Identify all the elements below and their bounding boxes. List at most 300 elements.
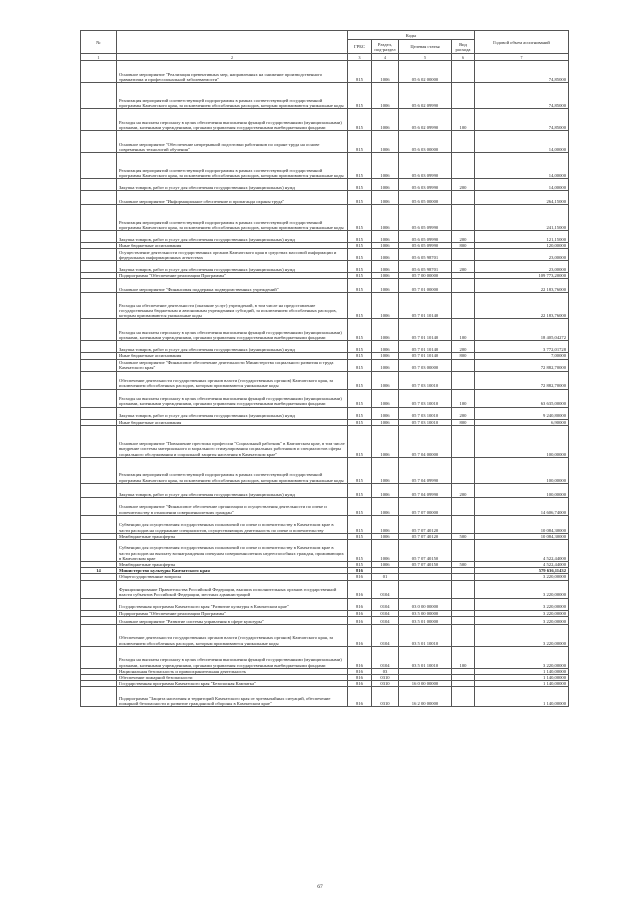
table-row [81,191,569,205]
row-grbs: 815 [348,109,372,131]
row-number [81,483,117,497]
row-razdel: 1006 [372,515,399,533]
row-sum: 121,15000 [475,231,569,243]
row-sum: 9 240,80000 [475,407,569,419]
row-sum: 18 405,04272 [475,319,569,341]
row-grbs: 815 [348,249,372,261]
header-razdel: Раздел, под-раздел [372,40,399,54]
row-grbs: 815 [348,261,372,273]
row-cs: 05 6 05 98701 [399,249,452,261]
row-number [81,616,117,624]
row-sum: 3 220,00000 [475,624,569,646]
row-sum: 3 772,01728 [475,341,569,353]
row-razdel: 0310 [372,687,399,707]
row-sum: 4 522,44000 [475,562,569,568]
row-vr [452,580,475,598]
colnum: 7 [475,54,569,61]
row-grbs: 815 [348,407,372,419]
table-row [81,261,569,273]
row-sum: 14,00000 [475,131,569,153]
row-sum: 22 183,76000 [475,293,569,319]
row-number [81,598,117,610]
row-number [81,580,117,598]
row-grbs: 816 [348,580,372,598]
row-razdel: 1006 [372,353,399,359]
row-sum: 1 140,00000 [475,675,569,681]
row-razdel: 1006 [372,249,399,261]
table-row [81,483,569,497]
row-grbs: 815 [348,205,372,231]
row-description: Закупка товаров, работ и услуг для обеспечения государственных (муниципальных) нужд [117,483,348,497]
row-cs: 05 7 01 10140 [399,353,452,359]
row-grbs: 815 [348,243,372,249]
row-razdel: 1006 [372,319,399,341]
row-cs: 05 7 07 40120 [399,533,452,539]
row-description: Подпрограмма "Обеспечение реализации Программы" [117,273,348,279]
row-grbs: 815 [348,353,372,359]
row-vr: 200 [452,261,475,273]
table-row [81,389,569,407]
row-number [81,425,117,457]
row-vr: 200 [452,341,475,353]
row-sum: 3 220,00000 [475,598,569,610]
row-razdel: 1006 [372,131,399,153]
row-description: Основное мероприятие "Повышение престижа профессии "Социальный работник" в Камчатском крае, в том числе внедрение системы материального и морального стимулирования социальных работников и специалистов сферы социального обслуживания и социальной защиты населения в Камчатском крае" [117,425,348,457]
row-cs: 05 7 01 10140 [399,293,452,319]
row-razdel: 1006 [372,533,399,539]
row-sum: 23,00000 [475,249,569,261]
row-number [81,371,117,389]
row-grbs: 815 [348,533,372,539]
row-razdel: 1006 [372,359,399,371]
row-vr: 200 [452,179,475,191]
row-grbs: 816 [348,624,372,646]
row-description: Межбюджетные трансферты [117,562,348,568]
row-sum: 3 220,00000 [475,610,569,616]
row-cs: 05 7 07 00000 [399,497,452,515]
table-row [81,359,569,371]
table-row [81,407,569,419]
row-vr [452,131,475,153]
row-grbs: 816 [348,616,372,624]
row-description: Закупка товаров, работ и услуг для обеспечения государственных (муниципальных) нужд [117,407,348,419]
table-row [81,131,569,153]
row-razdel: 1006 [372,425,399,457]
row-grbs: 815 [348,191,372,205]
row-number [81,261,117,273]
row-cs: 05 7 01 10140 [399,341,452,353]
header-vr: Вид расхода [452,40,475,54]
row-vr [452,624,475,646]
table-row [81,231,569,243]
row-grbs: 816 [348,675,372,681]
row-description: Подпрограмма "Обеспечение реализации Программы" [117,610,348,616]
row-sum: 1 140,00000 [475,687,569,707]
header-blank [117,31,348,54]
row-razdel: 1006 [372,243,399,249]
row-description: Расходы на выплаты персоналу в целях обеспечения выполнения функций государственными (муниципальными) органами, казенными учреждениями, органами управления государственными внебюджетными фондами [117,646,348,668]
row-vr: 200 [452,407,475,419]
header-codes: Коды [348,31,475,40]
row-sum: 10 084,30000 [475,515,569,533]
row-number [81,231,117,243]
row-vr: 100 [452,389,475,407]
row-cs: 05 6 02 09990 [399,109,452,131]
row-number [81,61,117,83]
row-grbs: 816 [348,681,372,687]
row-grbs: 815 [348,497,372,515]
row-description: Общегосударственные вопросы [117,574,348,580]
row-cs: 05 7 00 00000 [399,273,452,279]
colnum: 2 [117,54,348,61]
row-vr [452,497,475,515]
row-grbs: 815 [348,483,372,497]
row-vr: 100 [452,109,475,131]
table-row [81,624,569,646]
row-grbs: 816 [348,610,372,616]
row-cs: 05 6 05 09990 [399,243,452,249]
row-razdel: 1006 [372,562,399,568]
row-razdel: 0104 [372,624,399,646]
row-grbs: 815 [348,231,372,243]
row-razdel: 0310 [372,681,399,687]
row-description: Основное мероприятие "Финансовая поддержка подведомственных учреждений" [117,279,348,293]
row-razdel: 1006 [372,389,399,407]
row-number [81,279,117,293]
row-razdel: 1006 [372,371,399,389]
row-description: Закупка товаров, работ и услуг для обеспечения государственных (муниципальных) нужд [117,179,348,191]
row-cs: 05 7 07 40120 [399,515,452,533]
table-row [81,515,569,533]
row-description: Основное мероприятие "Развитие системы управления в сфере культуры" [117,616,348,624]
row-vr [452,359,475,371]
row-description: Субвенции для осуществления государственных полномочий по опеке и попечительству в Камчатском крае в части расходов на выплату вознаграждения опекунам совершеннолетних недееспособных граждан, проживающих в Камчатском крае [117,540,348,562]
row-razdel: 1006 [372,191,399,205]
table-row [81,540,569,562]
row-sum: 74,85000 [475,61,569,83]
table-row [81,341,569,353]
row-razdel: 0104 [372,610,399,616]
row-razdel: 1006 [372,231,399,243]
row-vr [452,425,475,457]
row-grbs: 815 [348,273,372,279]
row-sum: 3 220,00000 [475,574,569,580]
row-grbs: 815 [348,153,372,179]
table-row [81,319,569,341]
row-cs: 05 6 05 09990 [399,205,452,231]
row-cs: 05 7 01 10140 [399,319,452,341]
row-cs: 05 7 01 00000 [399,279,452,293]
row-grbs: 815 [348,371,372,389]
row-number [81,109,117,131]
row-description: Реализация мероприятий соответствующей подпрограммы в рамках соответствующей государственной программы Камчатского края, за исключением обособленных расходов, которым присваиваются уникальные коды [117,153,348,179]
row-description: Основное мероприятие "Информационное обеспечение и пропаганда охраны труда" [117,191,348,205]
row-number [81,83,117,109]
row-sum: 100,00000 [475,457,569,483]
row-razdel: 0104 [372,616,399,624]
row-grbs: 815 [348,179,372,191]
row-grbs: 815 [348,515,372,533]
row-number [81,359,117,371]
row-sum: 3 220,00000 [475,580,569,598]
row-description: Закупка товаров, работ и услуг для обеспечения государственных (муниципальных) нужд [117,231,348,243]
row-sum: 63 635,00000 [475,389,569,407]
row-razdel: 1006 [372,279,399,293]
row-sum: 1 140,00000 [475,681,569,687]
row-vr [452,205,475,231]
row-vr: 800 [452,243,475,249]
row-description: Осуществление деятельности государственных органов Камчатского края в средствах массовой информации и федеральных информационных агентствах [117,249,348,261]
row-description: Функционирование Правительства Российской Федерации, высших исполнительных органов государственной власти субъектов Российской Федерации, местных администраций [117,580,348,598]
colnum: 6 [452,54,475,61]
row-razdel: 1006 [372,109,399,131]
row-razdel: 01 [372,574,399,580]
row-sum: 22 183,76000 [475,279,569,293]
row-description: Расходы на выплаты персоналу в целях обеспечения выполнения функций государственными (муниципальными) органами, казенными учреждениями, органами управления государственными внебюджетными фондами [117,109,348,131]
row-grbs: 815 [348,389,372,407]
table-row [81,179,569,191]
row-number: 14 [81,568,117,574]
row-cs: 05 6 03 09990 [399,153,452,179]
row-grbs: 815 [348,457,372,483]
row-number [81,687,117,707]
row-cs: 05 7 04 09990 [399,483,452,497]
row-razdel: 03 [372,668,399,674]
row-grbs: 816 [348,646,372,668]
row-razdel: 1006 [372,497,399,515]
row-grbs: 815 [348,61,372,83]
row-vr [452,249,475,261]
row-cs: 03 5 01 10010 [399,624,452,646]
row-number [81,179,117,191]
row-vr [452,371,475,389]
row-description: Министерство культуры Камчатского края [117,568,348,574]
row-cs [399,580,452,598]
row-vr [452,598,475,610]
row-vr [452,687,475,707]
table-row [81,425,569,457]
row-cs: 05 7 03 10010 [399,407,452,419]
row-sum: 72 882,70000 [475,359,569,371]
row-grbs: 815 [348,419,372,425]
row-description: Основное мероприятие "Реализация превентивных мер, направленных на снижение производственного травматизма и профессиональной заболеваемости" [117,61,348,83]
row-number [81,293,117,319]
table-row [81,205,569,231]
row-description: Закупка товаров, работ и услуг для обеспечения государственных (муниципальных) нужд [117,341,348,353]
row-cs: 03 5 00 00000 [399,610,452,616]
row-number [81,249,117,261]
colnum: 4 [372,54,399,61]
table-row [81,61,569,83]
table-row [81,279,569,293]
table-row [81,153,569,179]
row-razdel: 1006 [372,457,399,483]
colnum: 5 [399,54,452,61]
row-number [81,153,117,179]
row-description: Основное мероприятие "Финансовое обеспечение организации и осуществления деятельности по опеке и попечительству в отношении совершеннолетних граждан" [117,497,348,515]
row-cs: 03 0 00 00000 [399,598,452,610]
table-row [81,83,569,109]
row-razdel: 1006 [372,273,399,279]
row-vr: 100 [452,646,475,668]
header-grbs: ГРБС [348,40,372,54]
row-cs: 05 7 07 40150 [399,562,452,568]
row-cs: 05 6 02 09990 [399,83,452,109]
row-cs: 03 5 01 10010 [399,646,452,668]
row-description: Обеспечение деятельности государственных органов власти (государственных органов) Камчатского края, за исключением обособленных расходов, которым присваиваются уникальные коды [117,624,348,646]
row-cs: 16 0 00 00000 [399,681,452,687]
row-grbs: 815 [348,319,372,341]
row-description: Государственная программа Камчатского края "Развитие культуры в Камчатском крае" [117,598,348,610]
row-grbs: 816 [348,598,372,610]
table-row [81,646,569,668]
row-description: Реализация мероприятий соответствующей подпрограммы в рамках соответствующей государственной программы Камчатского края, за исключением обособленных расходов, которым присваиваются уникальные коды [117,205,348,231]
row-sum: 100,00000 [475,483,569,497]
row-number [81,191,117,205]
row-number [81,389,117,407]
row-number [81,540,117,562]
row-description: Расходы на выплаты персоналу в целях обеспечения выполнения функций государственными (муниципальными) органами, казенными учреждениями, органами управления государственными внебюджетными фондами [117,319,348,341]
table-row [81,497,569,515]
row-cs: 05 7 07 40150 [399,540,452,562]
row-sum: 14,00000 [475,179,569,191]
row-description: Основное мероприятие "Финансовое обеспечение деятельности Министерства социального развития и труда Камчатского края" [117,359,348,371]
header-cs: Целевая статья [399,40,452,54]
row-number [81,319,117,341]
row-description: Закупка товаров, работ и услуг для обеспечения государственных (муниципальных) нужд [117,261,348,273]
row-number [81,497,117,515]
row-cs: 03 5 01 00000 [399,616,452,624]
row-cs: 05 6 05 00000 [399,191,452,205]
row-razdel: 1006 [372,261,399,273]
row-cs: 05 7 03 10010 [399,371,452,389]
row-vr: 800 [452,419,475,425]
row-description: Расходы на обеспечение деятельности (оказание услуг) учреждений, в том числе на предоставление государственным бюджетным и автономным учреждениям субсидий, за исключением обособленных расходов, которым присваиваются уникальные коды [117,293,348,319]
row-number [81,646,117,668]
row-cs: 05 6 02 00000 [399,61,452,83]
row-vr [452,293,475,319]
row-grbs: 815 [348,341,372,353]
row-sum: 4 522,44000 [475,540,569,562]
row-grbs: 816 [348,668,372,674]
row-vr: 500 [452,562,475,568]
row-vr: 200 [452,231,475,243]
row-number [81,131,117,153]
table-row [81,293,569,319]
table-row [81,616,569,624]
row-description: Национальная безопасность и правоохранительная деятельность [117,668,348,674]
row-vr [452,191,475,205]
budget-table [80,30,569,707]
row-razdel: 1006 [372,341,399,353]
row-description: Реализация мероприятий соответствующей подпрограммы в рамках соответствующей государственной программы Камчатского края, за исключением обособленных расходов, которым присваиваются уникальные коды [117,457,348,483]
row-vr: 800 [452,353,475,359]
row-vr [452,61,475,83]
row-description: Основное мероприятие "Обеспечение непрерывной подготовки работников по охране труда на основе современных технологий обучения" [117,131,348,153]
row-number [81,407,117,419]
row-sum: 74,85000 [475,83,569,109]
row-description: Субвенции для осуществления государственных полномочий по опеке и попечительству в Камчатском крае в части расходов на содержание специалистов, осуществляющих деятельность по опеке и попечительству [117,515,348,533]
table-row [81,371,569,389]
row-number [81,457,117,483]
row-sum: 1 140,00000 [475,668,569,674]
row-grbs: 815 [348,279,372,293]
table-row [81,580,569,598]
row-vr: 500 [452,533,475,539]
row-vr [452,616,475,624]
row-sum: 23,00000 [475,261,569,273]
row-sum: 264,15000 [475,191,569,205]
row-razdel: 1006 [372,483,399,497]
row-grbs: 816 [348,568,372,574]
row-description: Иные бюджетные ассигнования [117,243,348,249]
row-cs: 05 6 03 00000 [399,131,452,153]
row-description: Подпрограмма "Защита населения и территорий Камчатского края от чрезвычайных ситуаций, обеспечение пожарной безопасности и развитие гражданской обороны в Камчатском крае" [117,687,348,707]
row-razdel: 0310 [372,675,399,681]
row-razdel: 1006 [372,293,399,319]
row-sum: 74,85000 [475,109,569,131]
row-vr [452,540,475,562]
page-number: 67 [317,884,323,890]
row-sum: 109 773,20000 [475,273,569,279]
row-description: Иные бюджетные ассигнования [117,419,348,425]
row-razdel: 0104 [372,646,399,668]
row-grbs: 815 [348,540,372,562]
row-sum: 10 084,30000 [475,533,569,539]
row-number [81,624,117,646]
row-cs: 05 7 03 00000 [399,359,452,371]
row-razdel: 1006 [372,205,399,231]
row-grbs: 815 [348,293,372,319]
row-sum: 14,00000 [475,153,569,179]
row-razdel: 1006 [372,419,399,425]
row-grbs: 815 [348,359,372,371]
row-grbs: 815 [348,83,372,109]
row-vr: 100 [452,319,475,341]
row-description: Государственная программа Камчатского края "Безопасная Камчатка" [117,681,348,687]
row-sum: 72 882,70000 [475,371,569,389]
row-vr [452,83,475,109]
row-grbs: 815 [348,131,372,153]
row-vr [452,457,475,483]
row-number [81,341,117,353]
row-cs: 05 7 03 10010 [399,419,452,425]
budget-table-page [80,30,568,707]
row-cs: 05 7 04 09990 [399,457,452,483]
row-sum: 241,15000 [475,205,569,231]
row-cs: 05 6 03 09990 [399,179,452,191]
header-total: Годовой объем ассигнований [475,31,569,54]
row-sum: 3 220,00000 [475,616,569,624]
row-sum: 14 606,74000 [475,497,569,515]
row-sum: 120,00000 [475,243,569,249]
row-razdel: 1006 [372,179,399,191]
row-razdel: 1006 [372,407,399,419]
table-row [81,687,569,707]
row-razdel: 1006 [372,61,399,83]
row-cs: 05 7 04 00000 [399,425,452,457]
row-razdel: 0104 [372,580,399,598]
row-razdel: 0104 [372,598,399,610]
row-description: Обеспечение деятельности государственных органов власти (государственных органов) Камчатского края, за исключением обособленных расходов, которым присваиваются уникальные коды [117,371,348,389]
header-num: № [81,31,117,54]
row-cs: 05 6 05 09990 [399,231,452,243]
row-grbs: 816 [348,574,372,580]
row-description: Межбюджетные трансферты [117,533,348,539]
row-description: Реализация мероприятий соответствующей подпрограммы в рамках соответствующей государственной программы Камчатского края, за исключением обособленных расходов, которым присваиваются уникальные коды [117,83,348,109]
row-razdel: 1006 [372,540,399,562]
row-razdel: 1006 [372,83,399,109]
